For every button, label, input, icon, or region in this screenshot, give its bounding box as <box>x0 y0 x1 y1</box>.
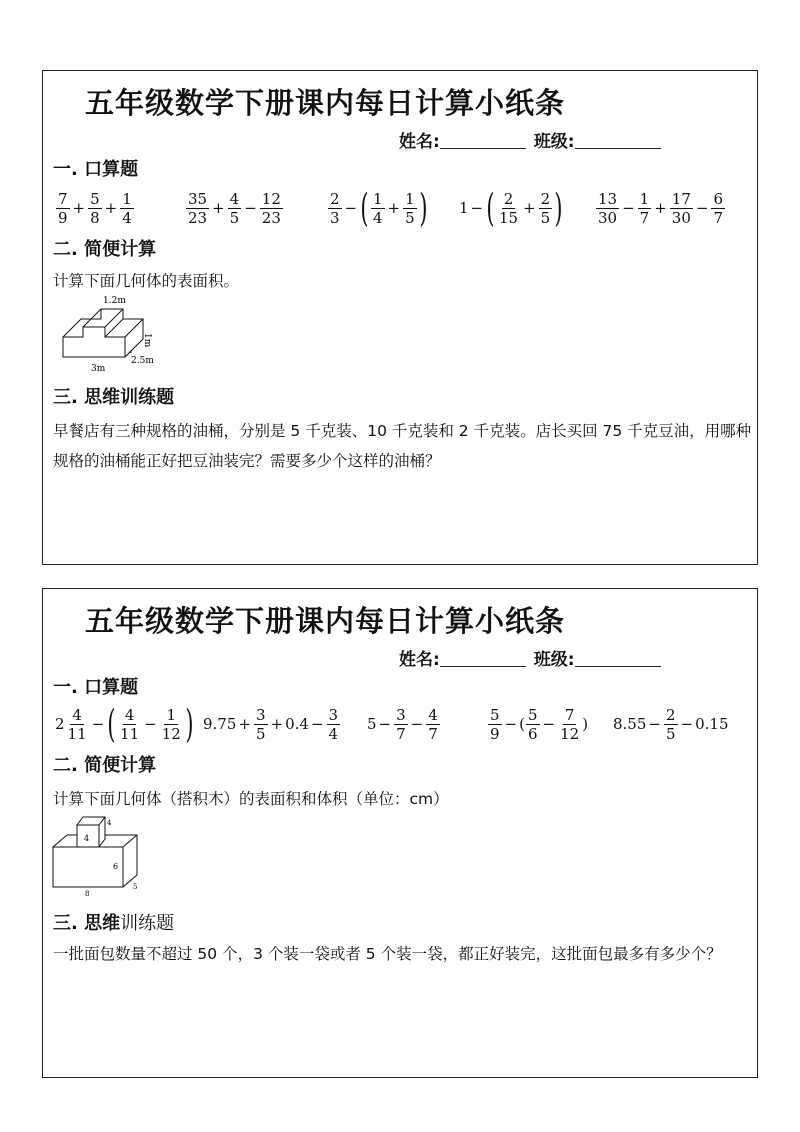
figure1-height-label: 1m <box>142 333 152 348</box>
geometry-prompt: 计算下面几何体（搭积木）的表面积和体积（单位：cm） <box>53 790 449 808</box>
card-title: 五年级数学下册课内每日计算小纸条 <box>85 86 566 120</box>
geometry-prompt: 计算下面几何体的表面积。 <box>53 272 240 290</box>
expression-4: 1 − ( $\frac{2}{15}$ + $\frac{2}{5}$ ) <box>459 186 563 230</box>
name-class-row <box>399 127 669 152</box>
class-blank <box>575 666 661 667</box>
large-width-label: 8 <box>85 890 90 897</box>
worksheet-card-2 <box>42 588 758 1078</box>
expression-5: $\frac{13}{30}$ − $\frac{1}{7}$ + $\frac{17}{30}$ − $\frac{6}{7}$ <box>598 189 724 227</box>
expression-2: $\frac{35}{23}$ + $\frac{4}{5}$ − $\frac{12}{23}$ <box>188 189 281 227</box>
expression-3: 5 − $\frac{3}{7}$ − $\frac{4}{7}$ <box>367 705 438 743</box>
figure1-bottom-right-label: 2.5m <box>131 356 154 366</box>
section-oral-calc: 一. 口算题 <box>53 677 139 698</box>
name-label: 姓名: <box>399 650 440 670</box>
expression-4: $\frac{5}{9}$ − ( $\frac{5}{6}$ − $\frac{7}{12}$ ) <box>490 705 589 743</box>
expression-5: 8.55 − $\frac{2}{5}$ − 0.15 <box>613 705 729 743</box>
expression-2: 9.75 + $\frac{3}{5}$ + 0.4 − $\frac{3}{4}$ <box>203 705 339 743</box>
oral-expressions <box>43 699 759 749</box>
figure1-top-label: 1.2m <box>103 296 126 306</box>
oral-expressions <box>43 183 759 233</box>
card-title: 五年级数学下册课内每日计算小纸条 <box>85 604 566 638</box>
section-oral-calc: 一. 口算题 <box>53 159 139 180</box>
word-problem: 一批面包数量不超过 50 个，3 个装一袋或者 5 个装一袋，都正好装完，这批面包最多有多少个？ <box>53 945 722 963</box>
stacked-blocks-figure <box>51 811 161 897</box>
figure1-bottom-left-label: 3m <box>91 364 106 373</box>
section-thinking: 三. 思维训练题 <box>53 913 175 934</box>
small-side-label: 4 <box>107 819 112 827</box>
class-label: 班级: <box>533 132 575 152</box>
large-height-label: 6 <box>113 862 119 871</box>
expression-1: 2 $\frac{4}{11}$ − ( $\frac{4}{11}$ − $\frac{1}{12}$ ) <box>55 702 194 746</box>
stepped-solid-figure <box>57 293 167 373</box>
section-thinking: 三. 思维训练题 <box>53 387 175 408</box>
word-problem: 早餐店有三种规格的油桶，分别是 5 千克装、10 千克装和 2 千克装。店长买回 75 千克豆油，用哪种规格的油桶能正好把豆油装完？需要多少个这样的油桶？ <box>53 422 752 470</box>
name-blank <box>440 148 526 149</box>
expression-1: $\frac{7}{9}$ + $\frac{5}{8}$ + $\frac{1}{4}$ <box>58 189 132 227</box>
expression-3: $\frac{2}{3}$ − ( $\frac{1}{4}$ + $\frac{1}{5}$ ) <box>330 186 428 230</box>
name-class-row <box>399 645 669 670</box>
small-front-label: 4 <box>84 834 90 843</box>
name-blank <box>440 666 526 667</box>
worksheet-card-1 <box>42 70 758 565</box>
class-blank <box>575 148 661 149</box>
name-label: 姓名: <box>399 132 440 152</box>
section-simplified-calc: 二. 简便计算 <box>53 239 157 260</box>
large-depth-label: 5 <box>133 883 138 891</box>
section-simplified-calc: 二. 简便计算 <box>53 755 157 776</box>
class-label: 班级: <box>533 650 575 670</box>
